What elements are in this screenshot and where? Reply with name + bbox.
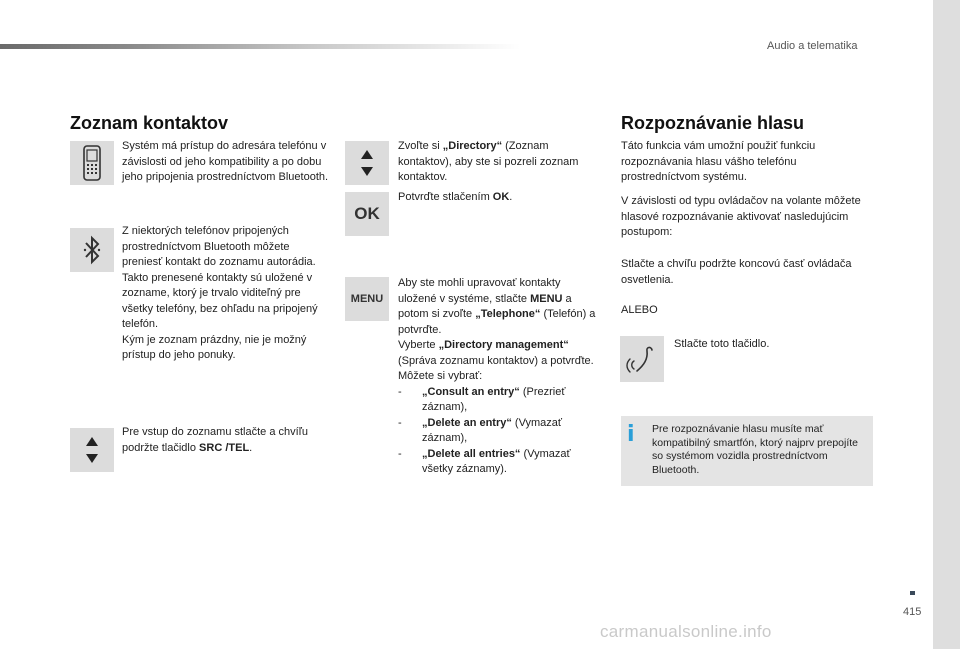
consult-label: „Consult an entry“ [422,385,520,398]
option-delete [398,416,600,447]
menu-label: MENU [530,292,563,305]
up-down-arrows-icon [84,435,100,465]
delete-all-label: „Delete all entries“ [422,447,521,460]
voice-paragraph-2: V závislosti od typu ovládačov na volante môžete hlasové rozpoznávanie aktivovať nasledujúcim postupom: [621,195,861,238]
ok-icon: OK [354,204,380,223]
page-side-bar [933,0,960,649]
directory-label: „Directory“ [442,140,503,152]
contacts-p2-line-2: Takto prenesené kontakty sú uložené v zozname, ktorý je trvalo viditeľný pre všetky telefóny, bez ohľadu na pripojený telefón. [122,271,318,330]
manage-paragraph [398,276,600,478]
bluetooth-icon-box [70,228,114,272]
contacts-paragraph-2 [122,224,332,364]
info-note-box [621,416,873,486]
manage-text-1: Aby ste mohli upravovať kontakty uložené v systéme, stlačte [398,277,561,305]
voice-paragraph-3: Stlačte a chvíľu podržte koncovú časť ovládača osvetlenia. [621,258,852,286]
voice-icon-box [620,336,664,382]
contacts-paragraph-3 [122,425,332,456]
arrows-icon-box-left [70,428,114,472]
directory-text-post: (Zoznam kontaktov), aby ste si pozreli zoznam kontaktov. [398,140,579,183]
manage-text-2: a potom si zvoľte [398,292,572,320]
or-label: ALEBO [621,304,658,316]
directory-text-pre: Zvoľte si [398,140,443,152]
page-number: 415 [903,606,922,618]
manage-text-3: (Telefón) a potvrďte. [398,308,596,336]
voice-button-text: Stlačte toto tlačidlo. [674,338,770,350]
directory-management-label: „Directory management“ [438,339,569,351]
manage-line-2 [398,338,600,369]
info-icon: i [627,422,635,447]
ok-label: OK [492,191,510,203]
manage-line-3: Môžete si vybrať: [398,370,483,382]
up-down-arrows-icon [359,148,375,178]
src-tel-label: SRC /TEL [199,441,250,454]
confirm-paragraph [398,190,598,206]
consult-text: (Prezrieť záznam), [422,385,566,413]
voice-paragraph-1: Táto funkcia vám umožní použiť funkciu rozpoznávania hlasu vášho telefónu prostredníctvom systému. [621,140,816,183]
ok-icon-box [345,192,389,236]
contacts-p2-line-1: Z niektorých telefónov pripojených prostredníctvom Bluetooth môžete preniesť kontakt do zoznamu autorádia. [122,225,316,268]
option-dash: - [398,416,402,429]
confirm-text-end: . [509,191,513,203]
voice-title: Rozpoznávanie hlasu [621,113,805,133]
menu-icon-box [345,277,389,321]
manage-line-1 [398,276,600,338]
phone-icon-box [70,141,114,185]
option-consult [398,385,600,416]
option-delete-all [398,447,600,478]
bluetooth-icon [82,234,102,266]
arrows-icon-box-middle [345,141,389,185]
contacts-p2-line-3: Kým je zoznam prázdny, nie je možný prístup do jeho ponuky. [122,333,307,361]
info-note-text: Pre rozpoznávanie hlasu musíte mať kompatibilný smartfón, ktorý najprv prepojíte so systémom vozidla prostredníctvom Bluetooth. [652,423,859,476]
confirm-text: Potvrďte stlačením [398,191,493,203]
header-gradient-bar [0,44,520,49]
menu-icon: MENU [350,293,384,305]
contacts-p3-text: Pre vstup do zoznamu stlačte a chvíľu podržte tlačidlo [122,426,309,454]
contacts-p3-end: . [249,441,253,454]
mobile-phone-icon [82,145,102,181]
voice-command-icon [624,341,660,377]
contacts-paragraph-1: Systém má prístup do adresára telefónu v závislosti od jeho kompatibility a po dobu jeho pripojenia prostredníctvom Bluetooth. [122,140,329,183]
watermark: carmanualsonline.info [600,622,772,641]
delete-all-text: (Vymazať všetky záznamy). [422,447,571,475]
page-marker [910,591,915,595]
section-header: Audio a telematika [767,40,858,52]
telephone-label: „Telephone“ [475,308,541,320]
delete-text: (Vymazať záznam), [422,416,563,444]
delete-label: „Delete an entry“ [422,416,512,429]
contacts-title: Zoznam kontaktov [70,113,229,133]
option-dash: - [398,385,402,398]
manage-text-5: (Správa zoznamu kontaktov) a potvrďte. [398,354,594,367]
directory-paragraph [398,139,598,186]
option-dash: - [398,447,402,460]
manage-text-4: Vyberte [398,339,439,351]
